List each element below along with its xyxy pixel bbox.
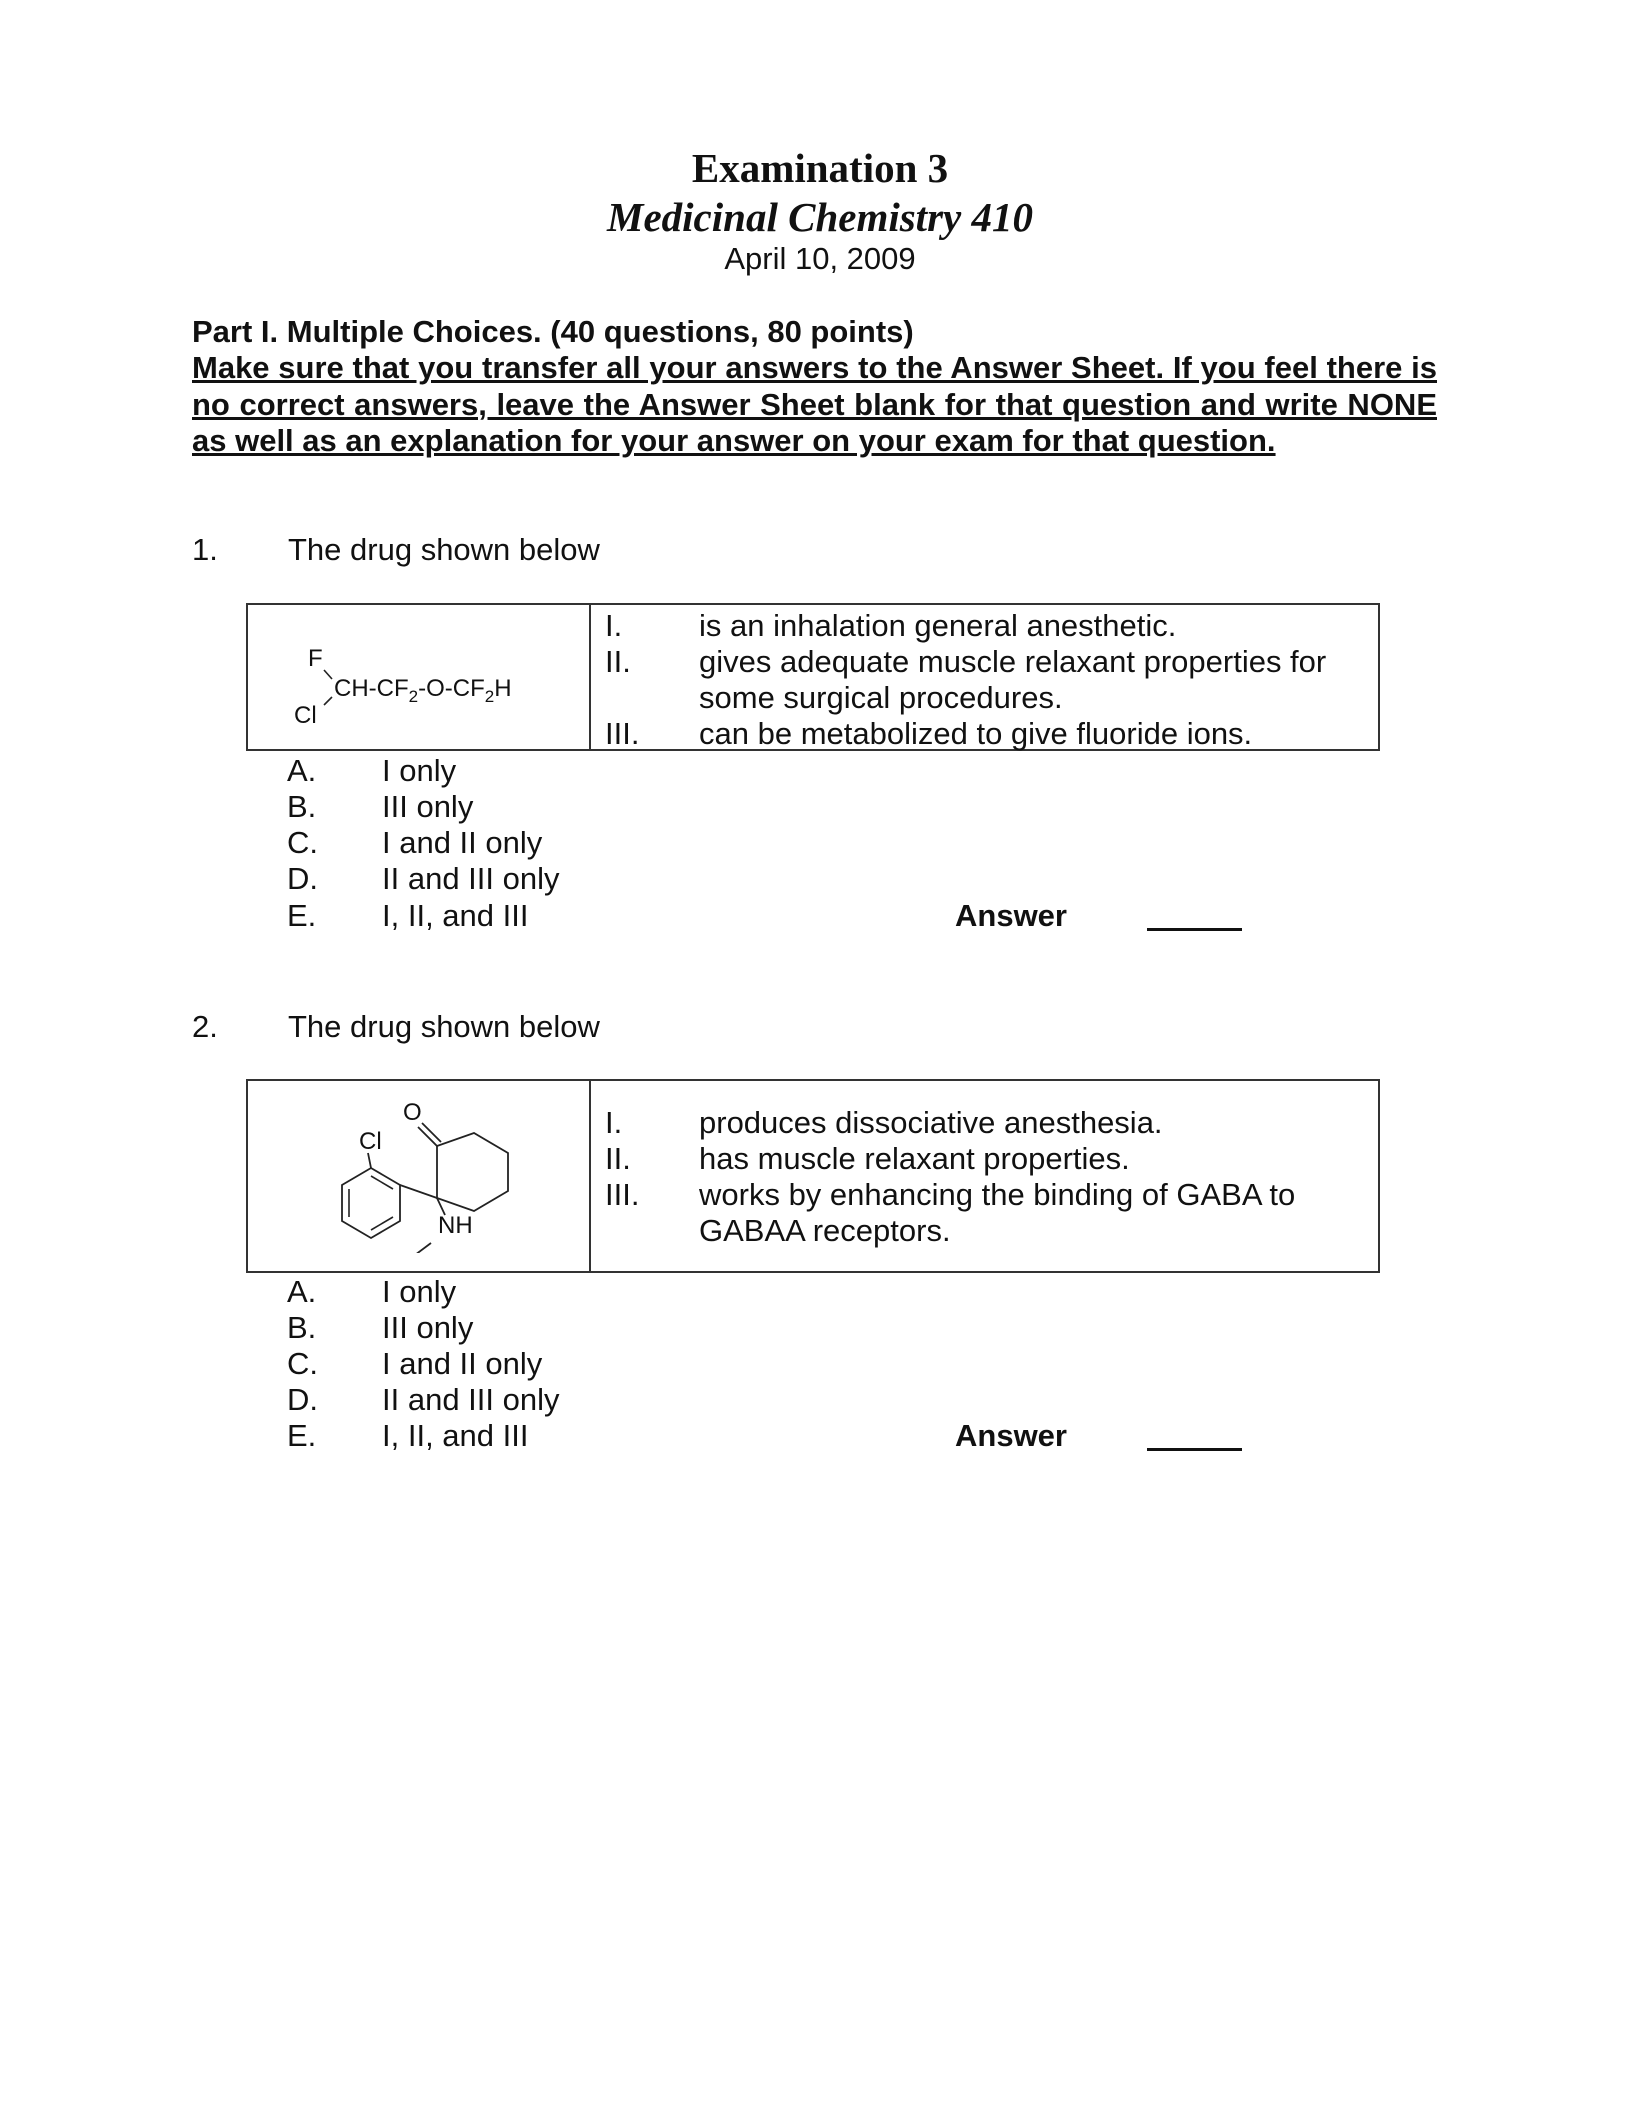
box-divider: [589, 605, 591, 749]
statement-text: gives adequate muscle relaxant properties for some surgical procedures.: [699, 644, 1327, 715]
amine-label: NH: [438, 1212, 473, 1239]
option-text: I and II only: [382, 1346, 543, 1381]
question-prompt: The drug shown below: [288, 532, 600, 567]
option-letter: E.: [287, 898, 317, 933]
option-text: II and III only: [382, 861, 560, 896]
chlorine-label: Cl: [294, 702, 317, 729]
formula-label: $CH-CF_2-O-CF_2H$: [334, 675, 512, 706]
question-prompt: The drug shown below: [288, 1009, 600, 1044]
box-divider: [589, 1081, 591, 1271]
option-text: III only: [382, 789, 474, 824]
oxygen-label: O: [403, 1099, 422, 1126]
option-text: II and III only: [382, 1382, 560, 1417]
answer-label: Answer: [955, 898, 1067, 933]
option-letter: A.: [287, 1274, 317, 1309]
question-number: 1.: [192, 532, 218, 567]
option-letter: C.: [287, 1346, 318, 1381]
option-letter: A.: [287, 753, 317, 788]
instructions: Make sure that you transfer all your answers to the Answer Sheet. If you feel there is no correct answers, leave the Answer Sheet blank for that question and write NONE as well as an explanation for your answer on your exam for that question.: [192, 350, 1437, 458]
option-letter: E.: [287, 1418, 317, 1453]
statement-text: works by enhancing the binding of GABA to GABAA receptors.: [699, 1177, 1296, 1248]
chlorine-label: Cl: [359, 1128, 382, 1155]
option-letter: D.: [287, 1382, 318, 1417]
statement-number: III.: [605, 716, 640, 751]
statement-number: I.: [605, 1105, 623, 1140]
answer-blank[interactable]: [1147, 928, 1242, 931]
statement-text: produces dissociative anesthesia.: [699, 1105, 1163, 1140]
option-letter: B.: [287, 1310, 317, 1345]
answer-blank[interactable]: [1147, 1448, 1242, 1451]
answer-label: Answer: [955, 1418, 1067, 1453]
course-title: Medicinal Chemistry 410: [607, 194, 1033, 240]
statement-number: III.: [605, 1177, 640, 1212]
option-text: I, II, and III: [382, 898, 529, 933]
option-letter: C.: [287, 825, 318, 860]
statement-number: II.: [605, 644, 631, 679]
statement-number: I.: [605, 608, 623, 643]
question-box: [246, 1079, 1380, 1273]
statement-text: can be metabolized to give fluoride ions.: [699, 716, 1253, 751]
question-number: 2.: [192, 1009, 218, 1044]
option-text: I only: [382, 753, 457, 788]
option-letter: D.: [287, 861, 318, 896]
exam-date: April 10, 2009: [724, 241, 916, 276]
statement-text: has muscle relaxant properties.: [699, 1141, 1130, 1176]
part-heading: Part I. Multiple Choices. (40 questions, 80 points): [192, 314, 914, 349]
statement-text: is an inhalation general anesthetic.: [699, 608, 1177, 643]
question-box: [246, 603, 1380, 751]
option-text: I, II, and III: [382, 1418, 529, 1453]
option-letter: B.: [287, 789, 317, 824]
exam-title: Examination 3: [691, 145, 949, 191]
option-text: I only: [382, 1274, 457, 1309]
fluorine-label: F: [308, 645, 323, 672]
option-text: III only: [382, 1310, 474, 1345]
option-text: I and II only: [382, 825, 543, 860]
statement-number: II.: [605, 1141, 631, 1176]
